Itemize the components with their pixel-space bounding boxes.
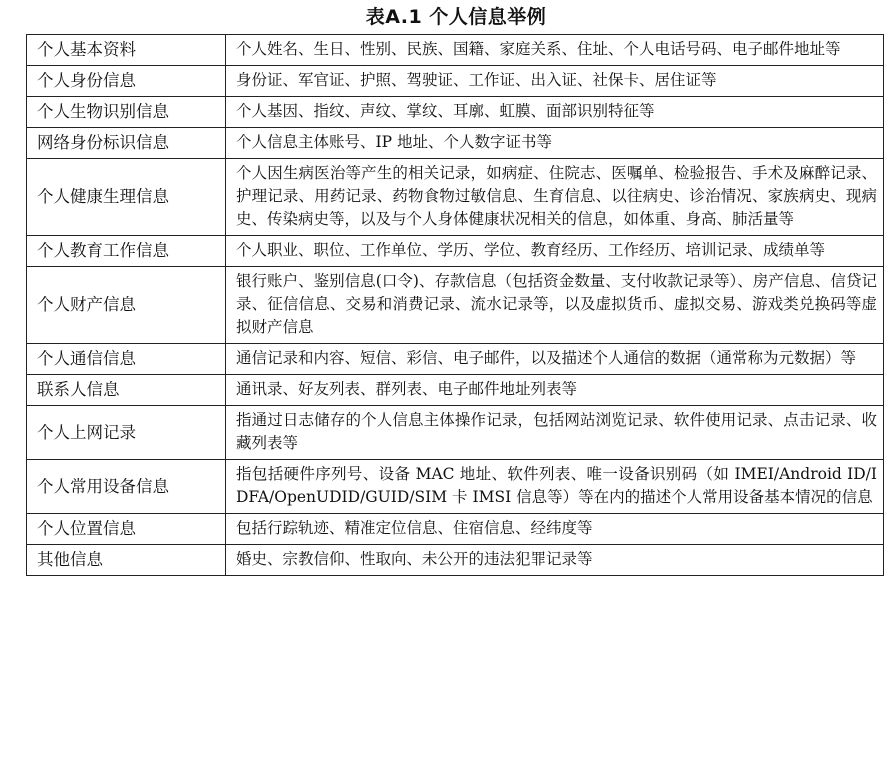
examples-cell: 个人职业、职位、工作单位、学历、学位、教育经历、工作经历、培训记录、成绩单等 <box>226 236 884 267</box>
examples-cell: 婚史、宗教信仰、性取向、未公开的违法犯罪记录等 <box>226 545 884 576</box>
category-cell: 个人财产信息 <box>27 267 226 344</box>
examples-cell: 个人信息主体账号、IP 地址、个人数字证书等 <box>226 128 884 159</box>
table-row <box>27 344 884 375</box>
examples-cell: 身份证、军官证、护照、驾驶证、工作证、出入证、社保卡、居住证等 <box>226 66 884 97</box>
table-row <box>27 267 884 344</box>
category-cell: 个人教育工作信息 <box>27 236 226 267</box>
category-cell: 个人上网记录 <box>27 406 226 460</box>
category-cell: 个人生物识别信息 <box>27 97 226 128</box>
table-row <box>27 514 884 545</box>
table-body <box>27 35 884 576</box>
table-row <box>27 128 884 159</box>
examples-cell: 个人姓名、生日、性别、民族、国籍、家庭关系、住址、个人电话号码、电子邮件地址等 <box>226 35 884 66</box>
examples-cell: 银行账户、鉴别信息(口令)、存款信息（包括资金数量、支付收款记录等）、房产信息、信贷记录、征信信息、交易和消费记录、流水记录等，以及虚拟货币、虚拟交易、游戏类兑换码等虚拟财产信息 <box>226 267 884 344</box>
category-cell: 联系人信息 <box>27 375 226 406</box>
table-row <box>27 97 884 128</box>
table-row <box>27 545 884 576</box>
category-cell: 个人位置信息 <box>27 514 226 545</box>
examples-cell: 包括行踪轨迹、精准定位信息、住宿信息、经纬度等 <box>226 514 884 545</box>
category-cell: 个人健康生理信息 <box>27 159 226 236</box>
examples-cell: 个人因生病医治等产生的相关记录，如病症、住院志、医嘱单、检验报告、手术及麻醉记录、护理记录、用药记录、药物食物过敏信息、生育信息、以往病史、诊治情况、家族病史、现病史、传染病史等，以及与个人身体健康状况相关的信息，如体重、身高、肺活量等 <box>226 159 884 236</box>
category-cell: 个人通信信息 <box>27 344 226 375</box>
examples-cell: 通信记录和内容、短信、彩信、电子邮件，以及描述个人通信的数据（通常称为元数据）等 <box>226 344 884 375</box>
examples-cell: 个人基因、指纹、声纹、掌纹、耳廓、虹膜、面部识别特征等 <box>226 97 884 128</box>
table-row <box>27 35 884 66</box>
category-cell: 个人基本资料 <box>27 35 226 66</box>
personal-info-table <box>26 34 884 576</box>
table-title: 表A.1 个人信息举例 <box>365 6 547 28</box>
category-cell: 个人身份信息 <box>27 66 226 97</box>
examples-cell: 指通过日志储存的个人信息主体操作记录，包括网站浏览记录、软件使用记录、点击记录、收藏列表等 <box>226 406 884 460</box>
examples-cell: 指包括硬件序列号、设备 MAC 地址、软件列表、唯一设备识别码（如 IMEI/Android ID/IDFA/OpenUDID/GUID/SIM 卡 IMSI 信息等）等在内的描述个人常用设备基本情况的信息 <box>226 460 884 514</box>
table-row <box>27 236 884 267</box>
table-row <box>27 375 884 406</box>
category-cell: 个人常用设备信息 <box>27 460 226 514</box>
category-cell: 网络身份标识信息 <box>27 128 226 159</box>
table-row <box>27 159 884 236</box>
category-cell: 其他信息 <box>27 545 226 576</box>
table-row <box>27 406 884 460</box>
table-row <box>27 66 884 97</box>
examples-cell: 通讯录、好友列表、群列表、电子邮件地址列表等 <box>226 375 884 406</box>
table-row <box>27 460 884 514</box>
